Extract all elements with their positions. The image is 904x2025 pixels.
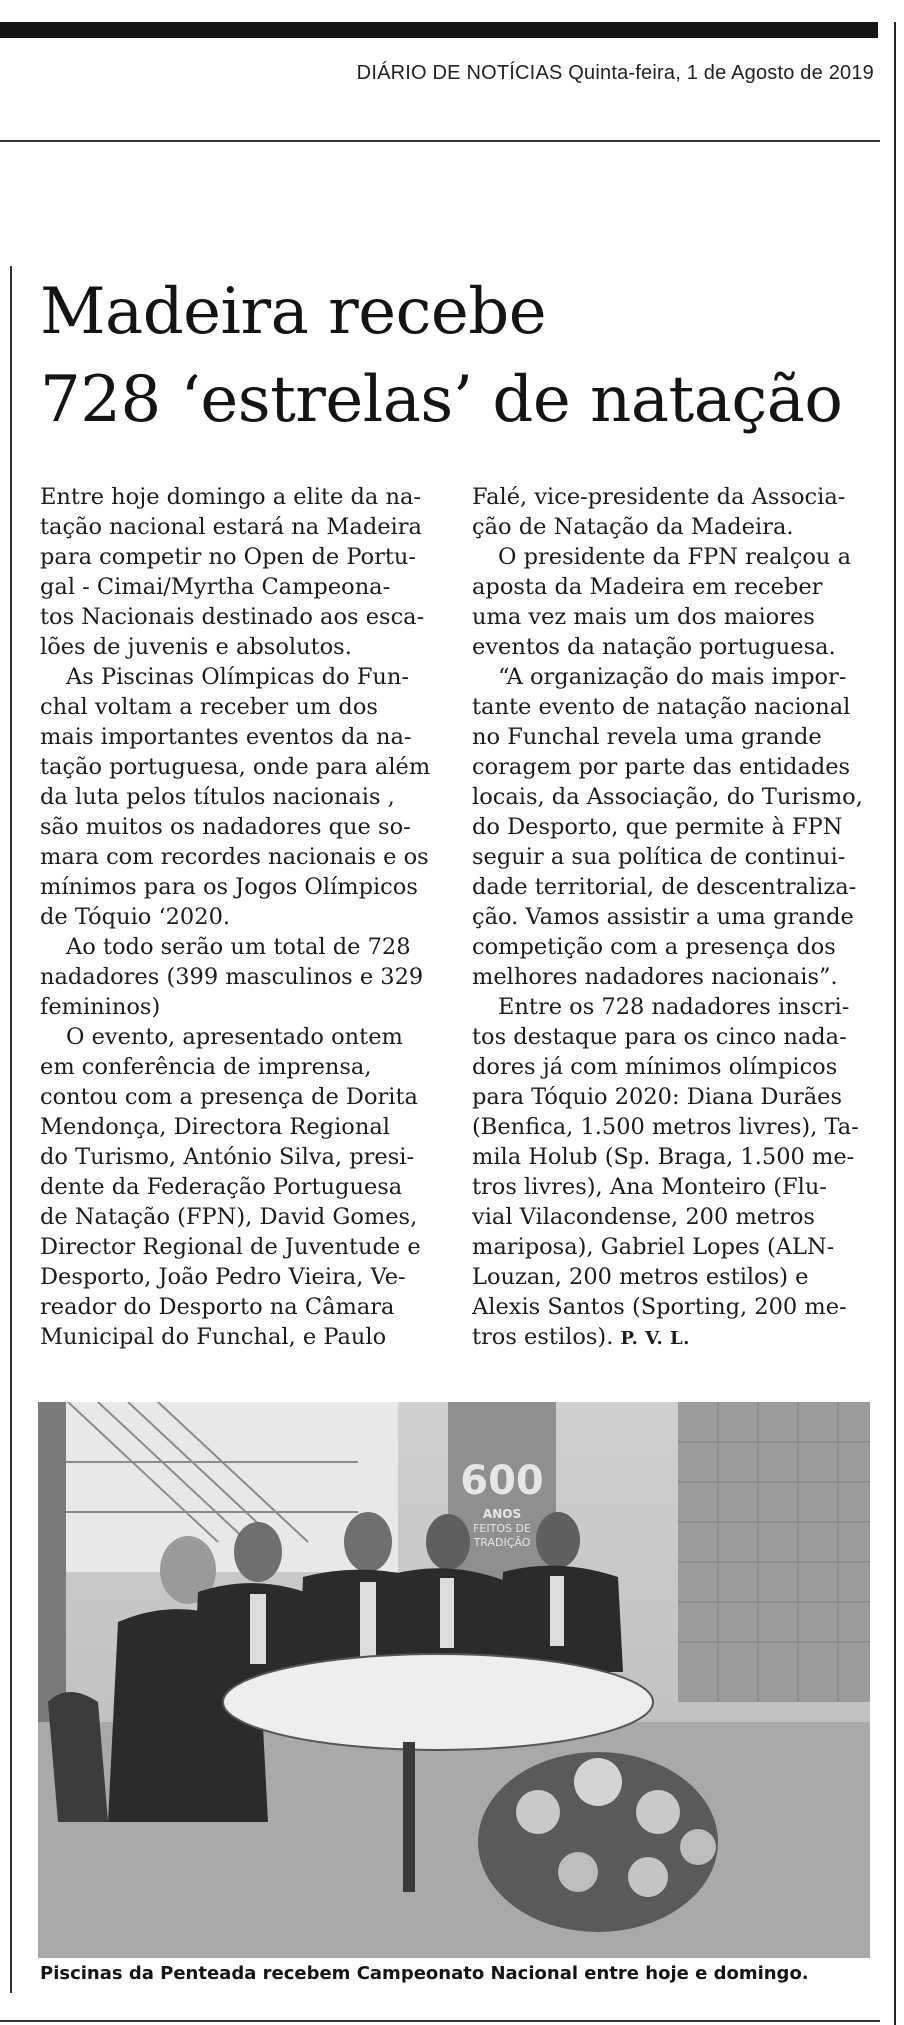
body-line: do Desporto, que permite à FPN (472, 814, 843, 840)
body-line: aposta da Madeira em receber (472, 574, 823, 600)
headline-line-2: 728 ‘estrelas’ de natação (40, 363, 843, 437)
body-line: Desporto, João Pedro Vieira, Ve- (40, 1264, 406, 1290)
body-line: (Benfica, 1.500 metros livres), Ta- (472, 1114, 859, 1140)
body-line: para Tóquio 2020: Diana Durães (472, 1084, 842, 1110)
banner-line-3: FEITOS DE (473, 1522, 531, 1535)
body-line: dores já com mínimos olímpicos (472, 1054, 838, 1080)
body-line: competição com a presença dos (472, 934, 836, 960)
author-byline: P. V. L. (620, 1328, 690, 1349)
article-headline (40, 268, 870, 444)
body-line: Entre os 728 nadadores inscri- (498, 994, 850, 1020)
body-line: Alexis Santos (Sporting, 200 me- (472, 1294, 847, 1320)
body-line: mínimos para os Jogos Olímpicos (40, 874, 418, 900)
body-line: As Piscinas Olímpicas do Fun- (66, 664, 410, 690)
page-header (357, 62, 874, 85)
article-column-left (40, 482, 450, 1352)
body-line: reador do Desporto na Câmara (40, 1294, 395, 1320)
body-line: mara com recordes nacionais e os (40, 844, 429, 870)
body-line-last-text: tros estilos). (472, 1324, 614, 1350)
body-line: de Tóquio ‘2020. (40, 904, 231, 930)
article-photo (38, 1402, 870, 1958)
body-line: chal voltam a receber um dos (40, 694, 378, 720)
headline-line-1: Madeira recebe (40, 275, 547, 349)
body-line: eventos da natação portuguesa. (472, 634, 836, 660)
body-line: tação portuguesa, onde para além (40, 754, 431, 780)
body-line: em conferência de imprensa, (40, 1054, 372, 1080)
body-line: mais importantes eventos da na- (40, 724, 412, 750)
body-line: tos destaque para os cinco nada- (472, 1024, 847, 1050)
body-line: tros livres), Ana Monteiro (Flu- (472, 1174, 827, 1200)
publication-date: Quinta-feira, 1 de Agosto de 2019 (568, 62, 874, 84)
body-line: mariposa), Gabriel Lopes (ALN- (472, 1234, 835, 1260)
body-line: tos Nacionais destinado aos esca- (40, 604, 425, 630)
body-line: nadadores (399 masculinos e 329 (40, 964, 424, 990)
body-line: ção. Vamos assistir a uma grande (472, 904, 854, 930)
body-line: uma vez mais um dos maiores (472, 604, 815, 630)
body-line: gal - Cimai/Myrtha Campeona- (40, 574, 391, 600)
body-line: mila Holub (Sp. Braga, 1.500 me- (472, 1144, 855, 1170)
banner-line-2: ANOS (482, 1507, 522, 1521)
body-line: tação nacional estará na Madeira (40, 514, 422, 540)
article-column-right (472, 482, 882, 1352)
masthead-bar (0, 22, 878, 38)
body-line: vial Vilacondense, 200 metros (472, 1204, 815, 1230)
body-line: femininos) (40, 994, 161, 1020)
publication-name: DIÁRIO DE NOTÍCIAS (356, 62, 563, 84)
body-line: Director Regional de Juventude e (40, 1234, 421, 1260)
body-line-last (472, 1322, 882, 1352)
body-line: Mendonça, Directora Regional (40, 1114, 390, 1140)
body-line: Entre hoje domingo a elite da na- (40, 484, 421, 510)
body-line: tante evento de natação nacional (472, 694, 851, 720)
body-line: Ao todo serão um total de 728 (66, 934, 411, 960)
body-line: coragem por parte das entidades (472, 754, 851, 780)
body-line: no Funchal revela uma grande (472, 724, 822, 750)
banner-line-4: TRADIÇÃO (473, 1536, 531, 1549)
article-side-rule (10, 266, 12, 1993)
body-line: Municipal do Funchal, e Paulo (40, 1324, 387, 1350)
body-line: da luta pelos títulos nacionais , (40, 784, 395, 810)
banner-line-1: 600 (460, 1458, 544, 1504)
body-line: locais, da Associação, do Turismo, (472, 784, 863, 810)
body-line: “A organização do mais impor- (498, 664, 847, 690)
body-line: Falé, vice-presidente da Associa- (472, 484, 846, 510)
body-line: seguir a sua política de continui- (472, 844, 846, 870)
body-line: ção de Natação da Madeira. (472, 514, 794, 540)
body-line: melhores nadadores nacionais”. (472, 964, 838, 990)
header-divider (0, 140, 880, 142)
body-line: lões de juvenis e absolutos. (40, 634, 352, 660)
body-line: dente da Federação Portuguesa (40, 1174, 403, 1200)
footer-divider (0, 2020, 880, 2022)
body-line: do Turismo, António Silva, presi- (40, 1144, 415, 1170)
body-line: são muitos os nadadores que so- (40, 814, 411, 840)
body-line: contou com a presença de Dorita (40, 1084, 418, 1110)
body-line: para competir no Open de Portu- (40, 544, 417, 570)
press-conference-photo (38, 1402, 870, 1958)
body-line: Louzan, 200 metros estilos) e (472, 1264, 809, 1290)
photo-caption: Piscinas da Penteada recebem Campeonato Nacional entre hoje e domingo. (40, 1963, 809, 1984)
body-line: de Natação (FPN), David Gomes, (40, 1204, 418, 1230)
body-line: dade territorial, de descentraliza- (472, 874, 857, 900)
page-edge-rule (894, 22, 896, 2025)
body-line: O evento, apresentado ontem (66, 1024, 403, 1050)
body-line: O presidente da FPN realçou a (498, 544, 851, 570)
